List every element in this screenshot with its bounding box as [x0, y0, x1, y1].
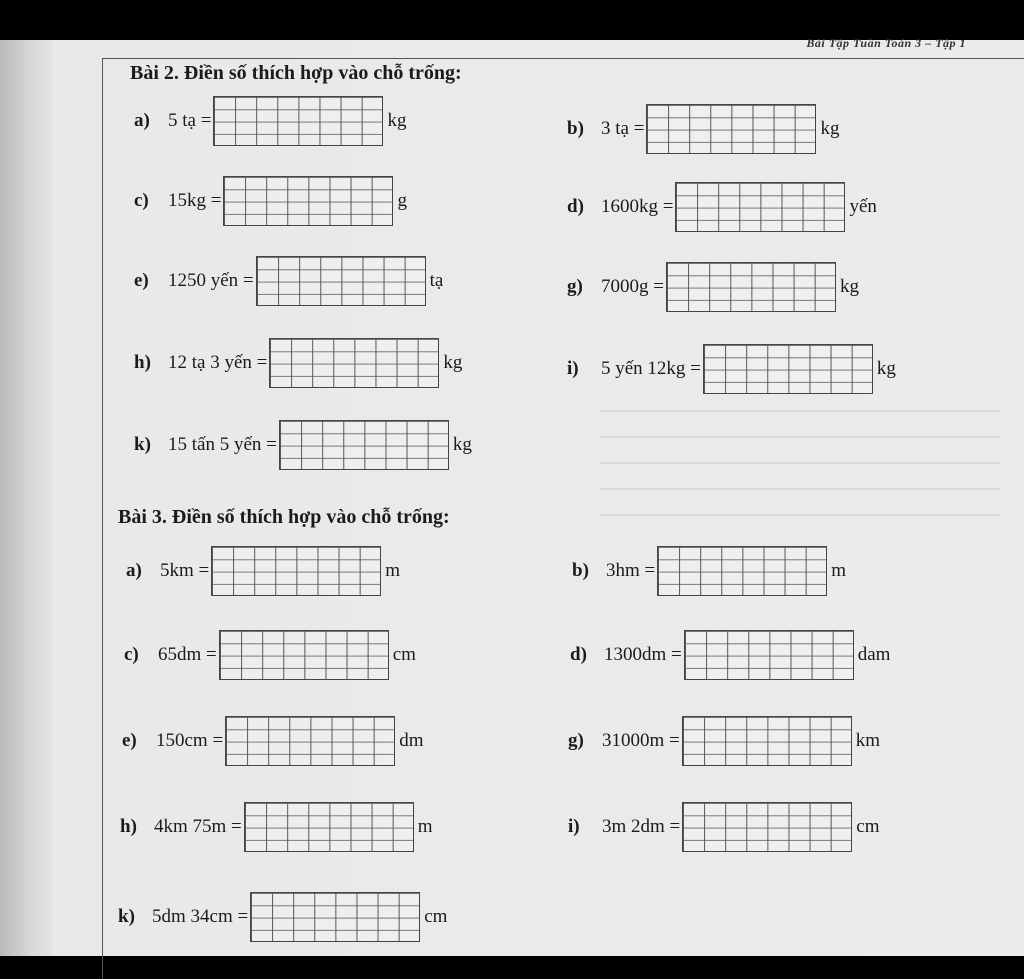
bai2-item-c [134, 176, 407, 226]
item-expression: 65dm = [158, 644, 217, 665]
answer-box[interactable] [666, 262, 836, 312]
item-expression: 1300dm = [604, 644, 682, 665]
item-expression: 5 tạ = [168, 110, 212, 131]
item-label: b) [572, 560, 589, 581]
item-expression: 5 yến 12kg = [601, 358, 701, 379]
answer-box[interactable] [250, 892, 420, 942]
item-unit: cm [856, 816, 880, 837]
item-expression: 15kg = [168, 190, 222, 211]
bai3-title: Bài 3. Điền số thích hợp vào chỗ trống: [118, 506, 450, 528]
item-unit: kg [820, 118, 840, 139]
item-unit: m [831, 560, 847, 581]
item-label: k) [134, 434, 151, 455]
bai2-item-b [567, 104, 839, 154]
item-unit: m [417, 816, 433, 837]
item-expression: 7000g = [601, 276, 664, 297]
item-unit: g [397, 190, 407, 211]
answer-box[interactable] [684, 630, 854, 680]
bleed-through-text [600, 410, 1000, 540]
item-label: g) [568, 730, 584, 751]
item-label: i) [567, 358, 579, 379]
item-label: g) [567, 276, 583, 297]
item-label: h) [134, 352, 151, 373]
answer-box[interactable] [646, 104, 816, 154]
item-expression: 3m 2dm = [602, 816, 681, 837]
item-label: b) [567, 118, 584, 139]
item-unit: kg [387, 110, 407, 131]
item-label: i) [568, 816, 580, 837]
item-expression: 12 tạ 3 yến = [168, 352, 268, 373]
item-expression: 3hm = [606, 560, 656, 581]
answer-box[interactable] [657, 546, 827, 596]
item-expression: 5km = [160, 560, 210, 581]
bai2-item-g [567, 262, 859, 312]
bai3-item-h [120, 802, 433, 852]
item-expression: 5dm 34cm = [152, 906, 249, 927]
item-expression: 1250 yến = [168, 270, 254, 291]
item-expression: 4km 75m = [154, 816, 242, 837]
item-unit: kg [452, 434, 472, 455]
bai3-item-b [572, 546, 846, 596]
bai2-item-e [134, 256, 443, 306]
bai3-item-g [568, 716, 880, 766]
answer-box[interactable] [256, 256, 426, 306]
answer-box[interactable] [279, 420, 449, 470]
item-label: k) [118, 906, 135, 927]
item-unit: m [385, 560, 401, 581]
item-unit: dm [399, 730, 424, 751]
bai2-item-d [567, 182, 877, 232]
item-expression: 1600kg = [601, 196, 674, 217]
item-expression: 3 tạ = [601, 118, 645, 139]
item-label: h) [120, 816, 137, 837]
item-unit: kg [443, 352, 463, 373]
item-label: c) [134, 190, 149, 211]
answer-box[interactable] [219, 630, 389, 680]
item-unit: cm [392, 644, 416, 665]
bai3-item-i [568, 802, 880, 852]
item-unit: kg [876, 358, 896, 379]
answer-box[interactable] [225, 716, 395, 766]
item-unit: tạ [429, 270, 444, 291]
item-unit: dam [857, 644, 891, 665]
item-label: e) [122, 730, 137, 751]
answer-box[interactable] [703, 344, 873, 394]
book-spine-edge [0, 40, 52, 956]
answer-box[interactable] [223, 176, 393, 226]
bai2-title: Bài 2. Điền số thích hợp vào chỗ trống: [130, 62, 462, 84]
bai2-item-i [567, 344, 896, 394]
book-header: Bài Tập Tuần Toán 3 – Tập 1 [806, 36, 966, 50]
item-label: a) [134, 110, 150, 131]
item-label: e) [134, 270, 149, 291]
answer-box[interactable] [213, 96, 383, 146]
bai3-item-k [118, 892, 447, 942]
bai3-item-a [126, 546, 400, 596]
answer-box[interactable] [269, 338, 439, 388]
answer-box[interactable] [682, 716, 852, 766]
answer-box[interactable] [675, 182, 845, 232]
bai3-item-e [122, 716, 423, 766]
item-unit: kg [839, 276, 859, 297]
item-label: d) [567, 196, 584, 217]
bai2-item-h [134, 338, 462, 388]
item-expression: 150cm = [156, 730, 224, 751]
item-label: c) [124, 644, 139, 665]
item-expression: 31000m = [602, 730, 680, 751]
answer-box[interactable] [244, 802, 414, 852]
item-unit: km [855, 730, 881, 751]
bai2-item-k [134, 420, 472, 470]
bai3-item-d [570, 630, 890, 680]
item-label: d) [570, 644, 587, 665]
item-unit: cm [424, 906, 448, 927]
item-unit: yến [849, 196, 877, 217]
bai3-item-c [124, 630, 416, 680]
bai2-item-a [134, 96, 406, 146]
answer-box[interactable] [211, 546, 381, 596]
item-expression: 15 tấn 5 yến = [168, 434, 277, 455]
answer-box[interactable] [682, 802, 852, 852]
item-label: a) [126, 560, 142, 581]
